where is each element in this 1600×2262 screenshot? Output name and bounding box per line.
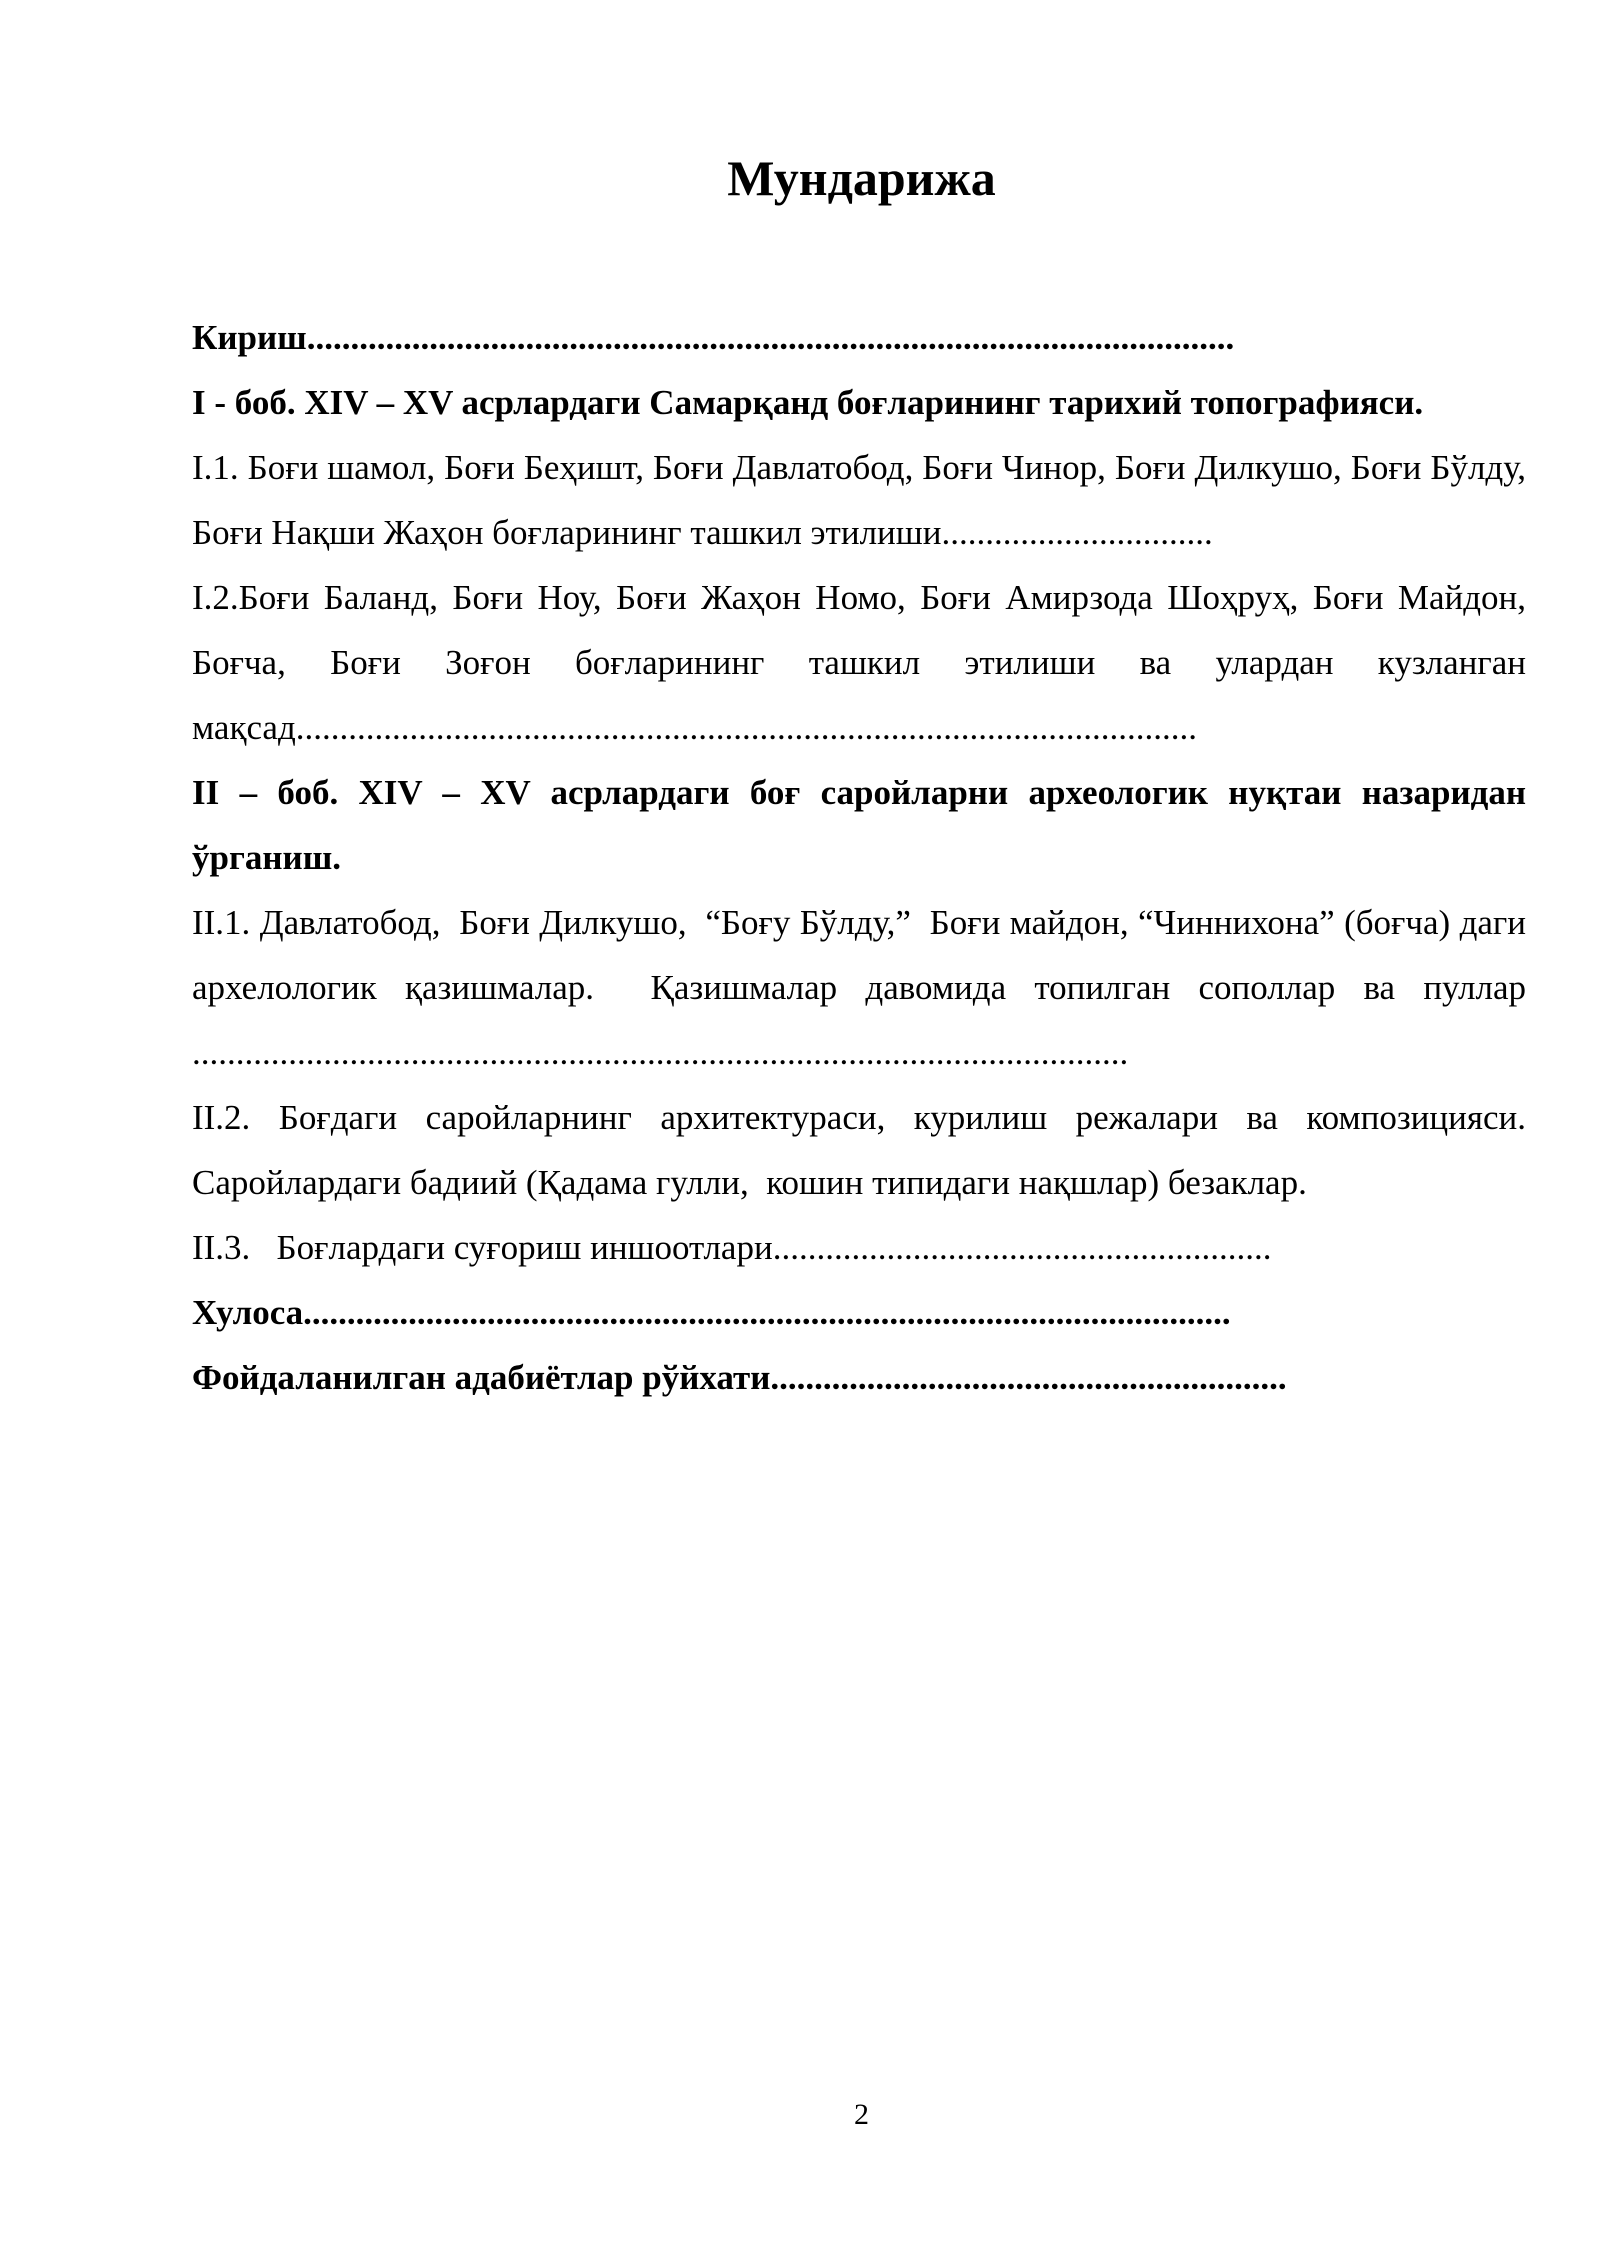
toc-entry-conclusion: Хулоса..........................................................................................................: [192, 1293, 1231, 1332]
table-of-contents: [192, 305, 1544, 1410]
page-number: 2: [854, 2098, 869, 2131]
toc-entry-chapter-1: I - боб. XIV – XV асрлардаги Самарқанд боғларининг тарихий топографияси.: [192, 383, 1424, 422]
toc-entry-bibliography: Фойдаланилган адабиётлар рўйхати...........................................................: [192, 1358, 1287, 1397]
toc-entry-section-1-2: I.2.Боғи Баланд, Боғи Ноу, Боғи Жаҳон Номо, Боғи Амирзода Шоҳруҳ, Боғи Майдон, Боғча, Боғи Зоғон боғларининг ташкил этилиши ва улардан кузланган мақсад.......................................................................................................: [192, 578, 1535, 747]
toc-entry-section-2-1: II.1. Давлатобод, Боғи Дилкушо, “Боғу Бўлду,” Боғи майдон, “Чиннихона” (боғча) даги архелологик қазишмалар. Қазишмалар давомида топилган сополлар ва пуллар ...........................................................................................................: [192, 903, 1544, 1072]
toc-entry-chapter-2: II – боб. XIV – XV асрлардаги боғ саройларни археологик нуқтаи назаридан ўрганиш.: [192, 773, 1535, 877]
toc-entry-section-2-2: II.2. Боғдаги саройларнинг архитектураси, курилиш режалари ва композицияси. Саройлардаги бадиий (Қадама гулли, кошин типидаги нақшлар) безаклар.: [192, 1098, 1535, 1202]
toc-entry-section-1-1: I.1. Боғи шамол, Боғи Беҳишт, Боғи Давлатобод, Боғи Чинор, Боғи Дилкушо, Боғи Бўлду, Боғи Нақши Жаҳон боғларининг ташкил этилиши...............................: [192, 448, 1535, 552]
toc-entry-section-2-3: II.3. Боғлардаги суғориш иншоотлари.........................................................: [192, 1228, 1272, 1267]
page-title: Мундарижа: [727, 150, 996, 206]
toc-entry-introduction: Кириш..........................................................................................................: [192, 318, 1235, 357]
